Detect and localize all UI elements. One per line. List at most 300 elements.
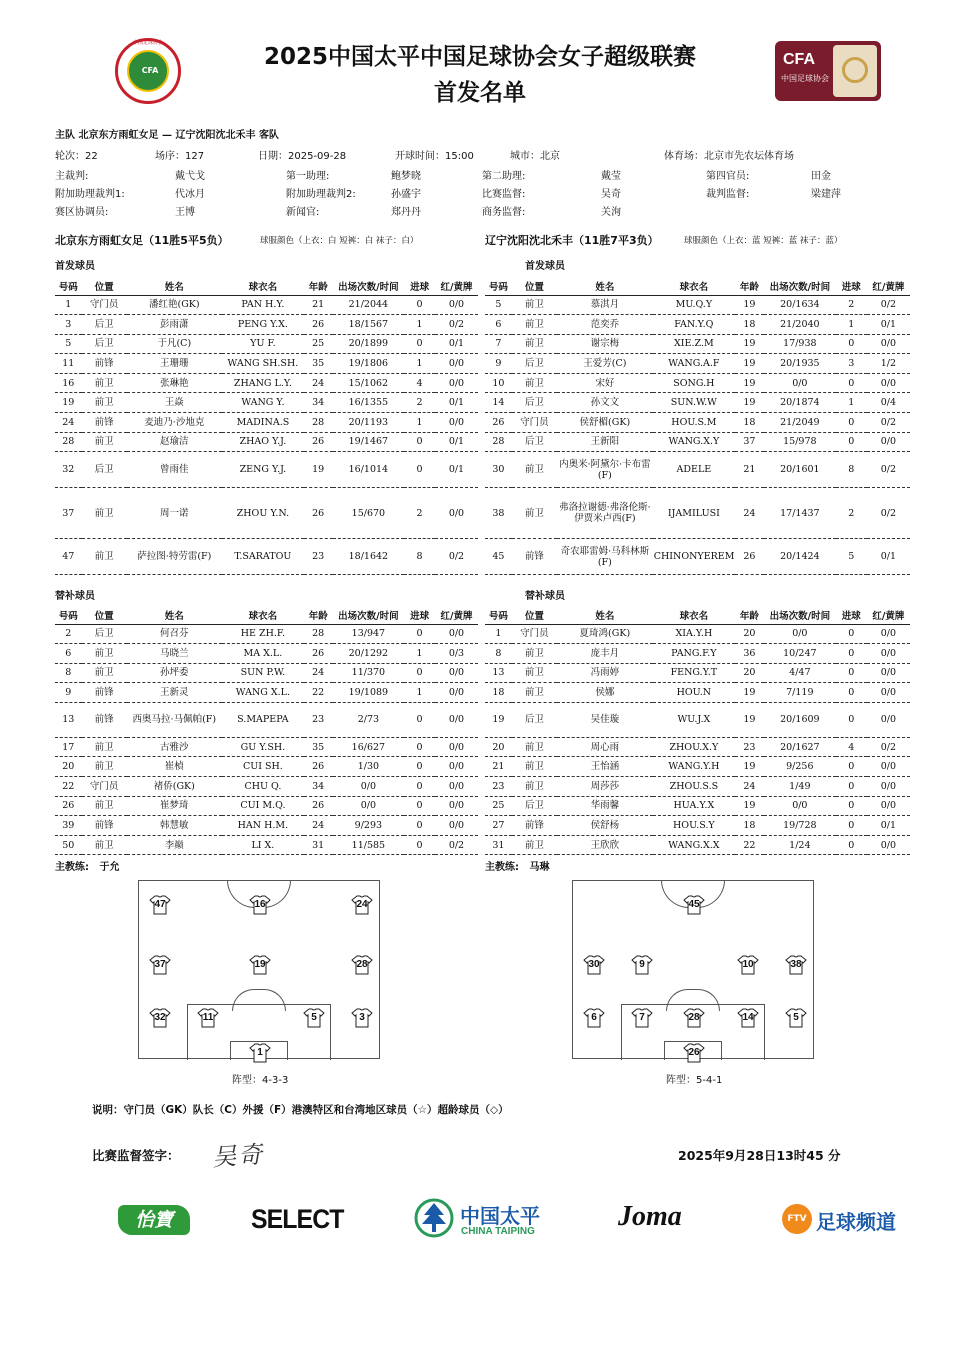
away-starters-title: 首发球员 bbox=[525, 261, 565, 272]
sponsor-yibao-logo: 怡寶 bbox=[118, 1205, 190, 1235]
table-row bbox=[485, 373, 910, 393]
table-row bbox=[485, 663, 910, 683]
player-position: 前卫 bbox=[82, 393, 127, 413]
jersey-number: 7 bbox=[639, 1012, 645, 1023]
goals: 0 bbox=[836, 702, 867, 737]
column-header: 号码 bbox=[55, 277, 82, 295]
cards: 0/1 bbox=[435, 452, 478, 488]
player-name: 谢宗梅 bbox=[557, 334, 653, 354]
table-row bbox=[55, 413, 478, 433]
player-name: 吴佳璇 bbox=[557, 702, 653, 737]
player-position: 后卫 bbox=[82, 315, 127, 335]
goals: 1 bbox=[404, 644, 435, 664]
player-shirt-name: CUI M.Q. bbox=[222, 796, 304, 816]
column-header: 球衣名 bbox=[653, 277, 735, 295]
player-position: 前卫 bbox=[82, 432, 127, 452]
league-logo-text: CFA bbox=[783, 51, 815, 68]
sponsor-ftv-text: 足球频道 bbox=[816, 1210, 896, 1234]
goals: 0 bbox=[836, 683, 867, 703]
player-position: 前卫 bbox=[82, 796, 127, 816]
supervisor-signature: 吴奇 bbox=[211, 1140, 266, 1172]
home-coach-label: 主教练: bbox=[55, 862, 89, 873]
appearances-minutes: 16/1014 bbox=[333, 452, 405, 488]
goals: 1 bbox=[404, 315, 435, 335]
player-jersey-icon bbox=[149, 895, 171, 915]
player-shirt-name: YU F. bbox=[222, 334, 304, 354]
appearances-minutes: 7/119 bbox=[764, 683, 836, 703]
goals: 0 bbox=[404, 816, 435, 836]
sponsor-select-logo: SELECT bbox=[251, 1204, 344, 1234]
player-position: 后卫 bbox=[82, 452, 127, 488]
table-row bbox=[55, 624, 478, 644]
goals: 0 bbox=[404, 663, 435, 683]
appearances-minutes: 19/1089 bbox=[333, 683, 405, 703]
column-header: 姓名 bbox=[127, 606, 222, 624]
player-position: 前卫 bbox=[512, 777, 557, 797]
player-age: 26 bbox=[304, 315, 333, 335]
player-name: 弗洛拉谢德·弗洛伦斯·伊贾米卢西(F) bbox=[557, 488, 653, 539]
player-name: 侯舒杨 bbox=[557, 816, 653, 836]
player-position: 前卫 bbox=[82, 757, 127, 777]
table-row bbox=[485, 835, 910, 855]
goals: 0 bbox=[404, 334, 435, 354]
column-header: 出场次数/时间 bbox=[333, 606, 405, 624]
column-header: 红/黄牌 bbox=[867, 277, 910, 295]
player-number: 27 bbox=[485, 816, 512, 836]
player-number: 39 bbox=[55, 816, 82, 836]
player-shirt-name: ZHOU.S.S bbox=[653, 777, 735, 797]
appearances-minutes: 9/256 bbox=[764, 757, 836, 777]
table-row bbox=[55, 683, 478, 703]
player-number: 28 bbox=[485, 432, 512, 452]
player-shirt-name: WANG.X.X bbox=[653, 835, 735, 855]
football-icon bbox=[833, 45, 877, 97]
table-row bbox=[485, 683, 910, 703]
player-number: 37 bbox=[55, 488, 82, 539]
player-age: 25 bbox=[304, 334, 333, 354]
jersey-number: 5 bbox=[311, 1012, 317, 1023]
goals: 2 bbox=[404, 393, 435, 413]
player-position: 前卫 bbox=[512, 334, 557, 354]
cards: 0/0 bbox=[867, 624, 910, 644]
player-shirt-name: ZHOU.X.Y bbox=[653, 737, 735, 757]
player-name: 华雨馨 bbox=[557, 796, 653, 816]
player-age: 20 bbox=[735, 624, 764, 644]
appearances-minutes: 20/1899 bbox=[333, 334, 405, 354]
player-jersey-icon bbox=[785, 1008, 807, 1028]
player-name: 周心雨 bbox=[557, 737, 653, 757]
player-number: 22 bbox=[55, 777, 82, 797]
player-number: 13 bbox=[55, 702, 82, 737]
player-position: 后卫 bbox=[512, 354, 557, 374]
player-age: 22 bbox=[304, 683, 333, 703]
table-row bbox=[55, 737, 478, 757]
player-shirt-name: HE ZH.F. bbox=[222, 624, 304, 644]
player-name: 麦迪乃·沙地克 bbox=[127, 413, 222, 433]
goals: 1 bbox=[836, 393, 867, 413]
player-shirt-name: SUN.W.W bbox=[653, 393, 735, 413]
official-name: 戴莹 bbox=[601, 171, 621, 182]
official-role: 赛区协调员: bbox=[55, 207, 109, 218]
player-age: 26 bbox=[304, 432, 333, 452]
player-age: 26 bbox=[304, 757, 333, 777]
sponsor-taiping-cn: 中国太平 bbox=[460, 1204, 540, 1228]
cards: 0/2 bbox=[867, 413, 910, 433]
column-header: 位置 bbox=[512, 606, 557, 624]
player-position: 后卫 bbox=[512, 432, 557, 452]
table-row bbox=[485, 295, 910, 315]
player-number: 23 bbox=[485, 777, 512, 797]
table-row bbox=[55, 539, 478, 575]
cards: 0/1 bbox=[867, 539, 910, 575]
cards: 0/0 bbox=[435, 413, 478, 433]
cards: 0/0 bbox=[867, 777, 910, 797]
cfa-league-logo bbox=[775, 41, 881, 101]
appearances-minutes: 17/938 bbox=[764, 334, 836, 354]
player-name: 孙坪委 bbox=[127, 663, 222, 683]
away-formation-label: 阵型：5-4-1 bbox=[666, 1075, 723, 1086]
goals: 8 bbox=[404, 539, 435, 575]
player-age: 19 bbox=[735, 683, 764, 703]
goals: 4 bbox=[404, 373, 435, 393]
table-row bbox=[55, 816, 478, 836]
official-role: 比赛监督: bbox=[482, 189, 526, 200]
round: 轮次：22 bbox=[55, 151, 98, 162]
jersey-number: 14 bbox=[742, 1012, 754, 1023]
player-shirt-name: FAN.Y.Q bbox=[653, 315, 735, 335]
cards: 0/2 bbox=[435, 539, 478, 575]
home-formation-pitch bbox=[138, 880, 380, 1059]
player-age: 23 bbox=[735, 737, 764, 757]
goals: 0 bbox=[404, 432, 435, 452]
cards: 0/1 bbox=[435, 432, 478, 452]
home-starters-table bbox=[55, 277, 478, 575]
player-jersey-icon bbox=[631, 1008, 653, 1028]
player-age: 19 bbox=[735, 702, 764, 737]
official-name: 鲍梦晓 bbox=[391, 171, 421, 182]
column-header: 出场次数/时间 bbox=[333, 277, 405, 295]
cards: 0/2 bbox=[867, 452, 910, 488]
player-number: 13 bbox=[485, 663, 512, 683]
official-role: 主裁判: bbox=[55, 171, 89, 182]
table-row bbox=[55, 777, 478, 797]
cards: 0/2 bbox=[867, 295, 910, 315]
player-shirt-name: WANG.Y.H bbox=[653, 757, 735, 777]
player-shirt-name: HOU.S.Y bbox=[653, 816, 735, 836]
player-number: 30 bbox=[485, 452, 512, 488]
cards: 0/3 bbox=[435, 644, 478, 664]
player-name: 于凡(C) bbox=[127, 334, 222, 354]
player-name: 侯舒楣(GK) bbox=[557, 413, 653, 433]
column-header: 球衣名 bbox=[222, 277, 304, 295]
official-role: 第一助理: bbox=[286, 171, 330, 182]
cards: 1/2 bbox=[867, 354, 910, 374]
cards: 0/0 bbox=[435, 488, 478, 539]
cards: 0/0 bbox=[435, 624, 478, 644]
column-header: 进球 bbox=[836, 277, 867, 295]
player-jersey-icon bbox=[249, 955, 271, 975]
player-number: 21 bbox=[485, 757, 512, 777]
player-number: 10 bbox=[485, 373, 512, 393]
column-header: 红/黄牌 bbox=[435, 606, 478, 624]
goals: 0 bbox=[836, 796, 867, 816]
cards: 0/0 bbox=[867, 432, 910, 452]
player-age: 18 bbox=[735, 413, 764, 433]
player-age: 35 bbox=[304, 737, 333, 757]
player-shirt-name: ZENG Y.J. bbox=[222, 452, 304, 488]
player-jersey-icon bbox=[351, 895, 373, 915]
official-name: 吴奇 bbox=[601, 189, 621, 200]
player-jersey-icon bbox=[351, 1008, 373, 1028]
player-age: 35 bbox=[304, 354, 333, 374]
player-name: 曾雨佳 bbox=[127, 452, 222, 488]
home-coach bbox=[55, 858, 119, 873]
appearances-minutes: 15/1062 bbox=[333, 373, 405, 393]
player-position: 后卫 bbox=[512, 796, 557, 816]
player-age: 24 bbox=[735, 488, 764, 539]
player-number: 24 bbox=[55, 413, 82, 433]
goals: 0 bbox=[836, 624, 867, 644]
player-shirt-name: ZHANG L.Y. bbox=[222, 373, 304, 393]
player-shirt-name: XIE.Z.M bbox=[653, 334, 735, 354]
jersey-number: 26 bbox=[688, 1047, 700, 1058]
player-position: 后卫 bbox=[512, 393, 557, 413]
player-age: 19 bbox=[735, 757, 764, 777]
table-row bbox=[485, 737, 910, 757]
page-title: 2025中国太平中国足球协会女子超级联赛 bbox=[263, 44, 696, 70]
table-row bbox=[55, 373, 478, 393]
player-name: 王焱 bbox=[127, 393, 222, 413]
jersey-number: 3 bbox=[359, 1012, 365, 1023]
cards: 0/2 bbox=[867, 488, 910, 539]
player-position: 前卫 bbox=[82, 737, 127, 757]
player-position: 守门员 bbox=[82, 295, 127, 315]
appearances-minutes: 21/2044 bbox=[333, 295, 405, 315]
appearances-minutes: 20/1292 bbox=[333, 644, 405, 664]
goals: 1 bbox=[404, 413, 435, 433]
table-row bbox=[55, 354, 478, 374]
player-age: 19 bbox=[735, 373, 764, 393]
appearances-minutes: 20/1874 bbox=[764, 393, 836, 413]
cards: 0/0 bbox=[867, 835, 910, 855]
goals: 8 bbox=[836, 452, 867, 488]
player-name: 赵瑜洁 bbox=[127, 432, 222, 452]
away-starters-table bbox=[485, 277, 910, 575]
player-position: 前卫 bbox=[82, 663, 127, 683]
cards: 0/2 bbox=[435, 315, 478, 335]
signature-datetime: 2025年9月28日13时45 分 bbox=[678, 1148, 841, 1163]
column-header: 位置 bbox=[82, 606, 127, 624]
player-age: 26 bbox=[304, 488, 333, 539]
jersey-number: 1 bbox=[257, 1047, 263, 1058]
player-shirt-name: XIA.Y.H bbox=[653, 624, 735, 644]
page-subtitle: 首发名单 bbox=[434, 80, 526, 106]
player-age: 19 bbox=[735, 334, 764, 354]
player-age: 36 bbox=[735, 644, 764, 664]
jersey-number: 5 bbox=[793, 1012, 799, 1023]
goals: 1 bbox=[836, 315, 867, 335]
appearances-minutes: 19/728 bbox=[764, 816, 836, 836]
player-age: 24 bbox=[735, 777, 764, 797]
away-coach-name: 马琳 bbox=[529, 862, 550, 873]
player-position: 前卫 bbox=[512, 737, 557, 757]
away-kit-colors: 球服颜色（上衣：蓝 短裤：蓝 袜子：蓝） bbox=[684, 236, 843, 246]
player-shirt-name: ADELE bbox=[653, 452, 735, 488]
home-team-name: 北京东方雨虹女足（11胜5平5负） bbox=[55, 234, 229, 247]
table-row bbox=[485, 539, 910, 575]
table-row bbox=[55, 835, 478, 855]
column-header: 姓名 bbox=[557, 606, 653, 624]
legend-note: 说明：守门员（GK）队长（C）外援（F）港澳特区和台湾地区球员（☆）超龄球员（◇） bbox=[92, 1104, 509, 1116]
table-row bbox=[55, 393, 478, 413]
home-label: 主队 bbox=[55, 130, 75, 141]
player-name: 西奥马拉·马佩帕(F) bbox=[127, 702, 222, 737]
column-header: 年龄 bbox=[304, 277, 333, 295]
player-name: 褚侨(GK) bbox=[127, 777, 222, 797]
player-number: 5 bbox=[485, 295, 512, 315]
match-date: 日期：2025-09-28 bbox=[258, 151, 347, 162]
column-header: 进球 bbox=[404, 277, 435, 295]
goals: 0 bbox=[836, 777, 867, 797]
cards: 0/1 bbox=[867, 315, 910, 335]
appearances-minutes: 1/49 bbox=[764, 777, 836, 797]
player-jersey-icon bbox=[737, 955, 759, 975]
player-number: 9 bbox=[55, 683, 82, 703]
player-age: 19 bbox=[735, 796, 764, 816]
table-row bbox=[55, 432, 478, 452]
player-age: 34 bbox=[304, 777, 333, 797]
sponsor-joma-logo: Joma bbox=[618, 1201, 682, 1232]
player-name: 王新灵 bbox=[127, 683, 222, 703]
player-number: 11 bbox=[55, 354, 82, 374]
official-role: 新闻官: bbox=[286, 207, 320, 218]
table-row bbox=[55, 796, 478, 816]
column-header: 球衣名 bbox=[222, 606, 304, 624]
table-row bbox=[485, 757, 910, 777]
player-age: 37 bbox=[735, 432, 764, 452]
official-name: 田金 bbox=[811, 171, 831, 182]
player-position: 前卫 bbox=[82, 644, 127, 664]
player-position: 前卫 bbox=[82, 488, 127, 539]
player-number: 19 bbox=[55, 393, 82, 413]
player-jersey-icon bbox=[249, 895, 271, 915]
appearances-minutes: 20/1424 bbox=[764, 539, 836, 575]
kickoff-time: 开球时间：15:00 bbox=[395, 151, 474, 162]
column-header: 年龄 bbox=[735, 277, 764, 295]
cards: 0/0 bbox=[435, 702, 478, 737]
player-position: 前锋 bbox=[82, 354, 127, 374]
goals: 0 bbox=[836, 816, 867, 836]
player-shirt-name: CHU Q. bbox=[222, 777, 304, 797]
player-age: 26 bbox=[304, 796, 333, 816]
away-label: 客队 bbox=[258, 130, 279, 141]
appearances-minutes: 20/1634 bbox=[764, 295, 836, 315]
player-shirt-name: GU Y.SH. bbox=[222, 737, 304, 757]
away-team-name: 辽宁沈阳沈北禾丰（11胜7平3负） bbox=[485, 234, 659, 247]
player-shirt-name: PAN H.Y. bbox=[222, 295, 304, 315]
column-header: 位置 bbox=[512, 277, 557, 295]
appearances-minutes: 11/370 bbox=[333, 663, 405, 683]
jersey-number: 11 bbox=[202, 1012, 214, 1023]
player-jersey-icon bbox=[583, 955, 605, 975]
player-age: 21 bbox=[735, 452, 764, 488]
player-shirt-name: WANG SH.SH. bbox=[222, 354, 304, 374]
goals: 0 bbox=[836, 373, 867, 393]
cards: 0/0 bbox=[435, 757, 478, 777]
column-header: 号码 bbox=[485, 606, 512, 624]
player-shirt-name: HUA.Y.X bbox=[653, 796, 735, 816]
player-age: 21 bbox=[304, 295, 333, 315]
table-row bbox=[485, 334, 910, 354]
appearances-minutes: 19/1806 bbox=[333, 354, 405, 374]
goals: 4 bbox=[836, 737, 867, 757]
cards: 0/1 bbox=[435, 334, 478, 354]
appearances-minutes: 20/1609 bbox=[764, 702, 836, 737]
player-number: 38 bbox=[485, 488, 512, 539]
appearances-minutes: 4/47 bbox=[764, 663, 836, 683]
player-position: 前卫 bbox=[82, 373, 127, 393]
table-row bbox=[55, 702, 478, 737]
player-shirt-name: HAN H.M. bbox=[222, 816, 304, 836]
player-name: 张琳艳 bbox=[127, 373, 222, 393]
appearances-minutes: 19/1467 bbox=[333, 432, 405, 452]
goals: 1 bbox=[404, 354, 435, 374]
goals: 3 bbox=[836, 354, 867, 374]
away-subs-table bbox=[485, 606, 910, 855]
table-row bbox=[485, 354, 910, 374]
player-shirt-name: FENG.Y.T bbox=[653, 663, 735, 683]
player-number: 50 bbox=[55, 835, 82, 855]
cards: 0/0 bbox=[435, 816, 478, 836]
player-shirt-name: MADINA.S bbox=[222, 413, 304, 433]
appearances-minutes: 17/1437 bbox=[764, 488, 836, 539]
player-age: 24 bbox=[304, 816, 333, 836]
player-age: 24 bbox=[304, 663, 333, 683]
player-shirt-name: PENG Y.X. bbox=[222, 315, 304, 335]
cards: 0/0 bbox=[435, 796, 478, 816]
player-position: 前卫 bbox=[512, 757, 557, 777]
player-name: 王爱芳(C) bbox=[557, 354, 653, 374]
player-position: 后卫 bbox=[512, 702, 557, 737]
cards: 0/0 bbox=[867, 373, 910, 393]
player-number: 47 bbox=[55, 539, 82, 575]
player-age: 22 bbox=[735, 835, 764, 855]
player-number: 14 bbox=[485, 393, 512, 413]
player-jersey-icon bbox=[149, 1008, 171, 1028]
player-shirt-name: MA X.L. bbox=[222, 644, 304, 664]
table-row bbox=[55, 488, 478, 539]
player-name: 李巅 bbox=[127, 835, 222, 855]
player-name: 周一诺 bbox=[127, 488, 222, 539]
cards: 0/0 bbox=[435, 295, 478, 315]
player-shirt-name: WU.J.X bbox=[653, 702, 735, 737]
column-header: 年龄 bbox=[304, 606, 333, 624]
player-jersey-icon bbox=[631, 955, 653, 975]
player-shirt-name: WANG.X.Y bbox=[653, 432, 735, 452]
player-shirt-name: HOU.N bbox=[653, 683, 735, 703]
column-header: 进球 bbox=[836, 606, 867, 624]
player-position: 前卫 bbox=[512, 683, 557, 703]
player-age: 28 bbox=[304, 624, 333, 644]
column-header: 进球 bbox=[404, 606, 435, 624]
player-number: 45 bbox=[485, 539, 512, 575]
player-name: 宋好 bbox=[557, 373, 653, 393]
column-header: 出场次数/时间 bbox=[764, 606, 836, 624]
sponsor-taiping-en: CHINA TAIPING bbox=[461, 1226, 535, 1237]
league-logo-sub: 中国足球协会 bbox=[781, 74, 829, 83]
player-shirt-name: WANG.A.F bbox=[653, 354, 735, 374]
column-header: 姓名 bbox=[127, 277, 222, 295]
